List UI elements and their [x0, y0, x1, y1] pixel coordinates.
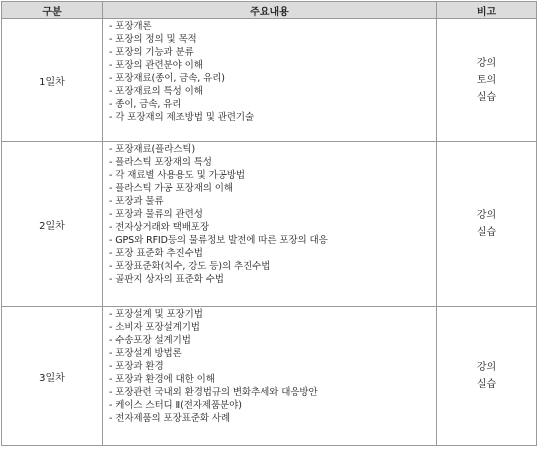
list-item: - 소비자 포장설계기법: [109, 322, 200, 333]
remark-text: 토의: [476, 74, 497, 86]
list-item: - 포장관련 국내외 환경법규의 변화추세와 대응방안: [109, 387, 318, 398]
content-list: [103, 142, 437, 307]
list-item: - 포장재료(플라스틱): [109, 144, 196, 155]
list-item: - 포장과 환경: [109, 361, 164, 372]
list-item: - 포장과 물류: [109, 196, 164, 207]
list-item: - 포장표준화(치수, 강도 등)의 추진수법: [109, 261, 271, 272]
list-item: - 수송포장 설계기법: [109, 335, 191, 346]
remark-text: 강의: [476, 57, 497, 69]
remark-text: 실습: [476, 227, 497, 238]
list-item: - 각 포장재의 제조방법 및 관련기술: [109, 112, 255, 123]
header-row: [2, 2, 537, 19]
header-category: 구분: [2, 2, 103, 19]
list-item: - 포장 표준화 추진수법: [109, 248, 203, 259]
list-item: - 각 재료별 사용용도 및 가공방법: [109, 170, 245, 181]
day-label: 1일차: [2, 19, 103, 142]
list-item: - GPS와 RFID등의 물류정보 발전에 따른 포장의 대응: [109, 235, 328, 246]
remarks-cell: [437, 307, 537, 446]
table-row: [2, 142, 537, 307]
remark-text: 실습: [476, 91, 497, 103]
list-item: - 케이스 스터디 Ⅱ(전자제품분야): [109, 400, 242, 411]
list-item: - 플라스틱 포장재의 특성: [109, 157, 212, 168]
list-item: - 포장설계 방법론: [109, 348, 182, 359]
list-item: - 포장재료(종이, 금속, 유리): [109, 73, 225, 84]
list-item: - 포장의 기능과 분류: [109, 47, 194, 58]
list-item: - 플라스틱 가공 포장재의 이해: [109, 183, 233, 194]
list-item: - 종이, 금속, 유리: [109, 99, 182, 110]
content-list: [103, 19, 437, 142]
header-main-content: 주요내용: [103, 2, 437, 19]
list-item: - 포장설계 및 포장기법: [109, 309, 203, 320]
table-row: [2, 19, 537, 142]
content-list: [103, 307, 437, 446]
list-item: - 포장의 관련분야 이해: [109, 60, 203, 71]
list-item: - 포장과 물류의 관련성: [109, 209, 203, 220]
list-item: - 포장재료의 특성 이해: [109, 86, 203, 97]
list-item: - 포장개론: [109, 21, 152, 32]
header-remarks: 비고: [437, 2, 537, 19]
day-label: 3일차: [2, 307, 103, 446]
day-label: 2일차: [2, 142, 103, 307]
remark-text: 강의: [476, 210, 497, 221]
list-item: - 골판지 상자의 표준화 수법: [109, 274, 224, 285]
table-row: [2, 307, 537, 446]
curriculum-table: [1, 1, 537, 446]
remarks-cell: [437, 19, 537, 142]
list-item: - 포장의 정의 및 목적: [109, 34, 197, 45]
remark-text: 실습: [476, 379, 497, 390]
remarks-cell: [437, 142, 537, 307]
list-item: - 전자제품의 포장표준화 사례: [109, 413, 231, 424]
remark-text: 강의: [476, 362, 497, 373]
list-item: - 전자상거래와 택배포장: [109, 222, 209, 233]
list-item: - 포장과 환경에 대한 이해: [109, 374, 215, 385]
